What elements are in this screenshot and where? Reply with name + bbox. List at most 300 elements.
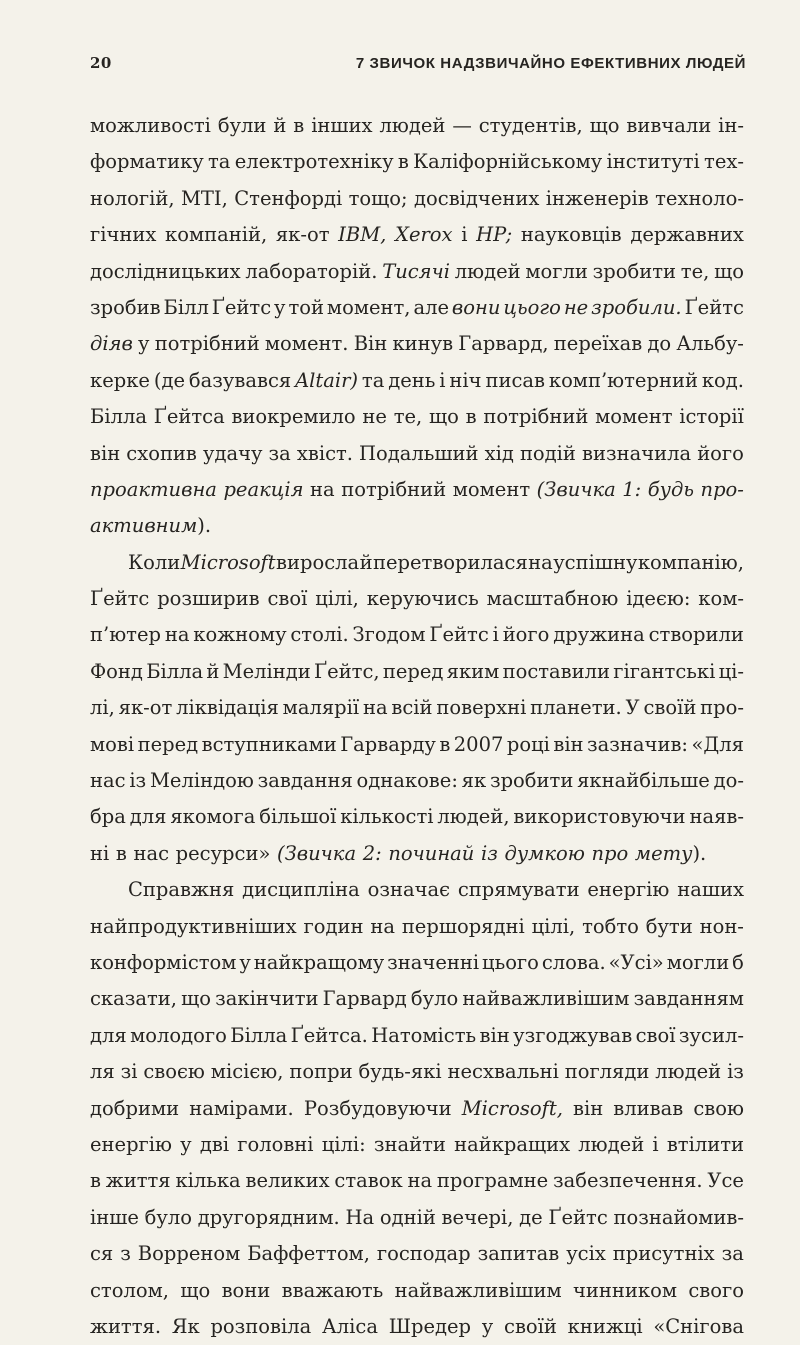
word: HP; <box>476 223 513 247</box>
word: думкою <box>504 841 585 865</box>
page-number: 20 <box>90 54 112 72</box>
word: керуючись <box>366 587 479 611</box>
word: малярії <box>282 696 360 720</box>
word: що <box>181 987 211 1011</box>
word: однакове: <box>356 769 458 793</box>
word: в <box>115 841 127 865</box>
word: людей <box>379 114 446 137</box>
word: інше <box>90 1205 139 1229</box>
word: Він <box>353 332 388 356</box>
word: Ґейтс <box>548 1205 608 1229</box>
word: та <box>208 150 231 174</box>
word: Гарварду <box>340 732 436 756</box>
word: що <box>714 259 744 283</box>
word: поверхні <box>436 696 527 720</box>
word: були <box>217 114 267 137</box>
text-line <box>90 108 744 144</box>
word: керке <box>90 368 150 392</box>
word: усіх <box>566 1242 606 1266</box>
word: ком- <box>698 587 744 611</box>
word: найважливішим <box>394 1278 562 1302</box>
word: завданням <box>633 987 744 1011</box>
word: годин <box>303 914 364 938</box>
word: його <box>697 441 744 465</box>
word: цілі, <box>531 914 576 938</box>
word: ся <box>90 1242 114 1266</box>
word: найкращому <box>253 950 385 974</box>
word: реакція <box>223 477 304 501</box>
word: людей <box>578 1132 645 1156</box>
word: потрібний <box>154 332 260 356</box>
word: й <box>273 114 287 137</box>
word: лі, <box>90 696 115 720</box>
word: Ґейтса. <box>290 1023 368 1047</box>
word: На <box>345 1205 375 1229</box>
word: до <box>647 332 672 356</box>
word: наших <box>677 878 744 902</box>
word: тощо; <box>348 186 408 210</box>
word: техноло- <box>655 186 744 210</box>
word: лабораторій. <box>245 259 378 283</box>
word: своїй <box>643 696 697 720</box>
word: спрямувати <box>457 878 580 902</box>
word: і <box>652 1132 659 1156</box>
word: Ґейтс <box>211 295 272 319</box>
word: головні <box>237 1132 314 1156</box>
word: вони <box>451 295 501 319</box>
word: Альбу- <box>676 332 744 356</box>
word: що <box>589 114 620 137</box>
word: в <box>293 114 305 137</box>
word: Білла <box>230 1023 288 1047</box>
word: тех- <box>704 150 744 174</box>
word: Стенфорді <box>234 186 343 210</box>
word: потрібний <box>483 405 589 429</box>
word: і <box>461 223 468 247</box>
word: починай <box>388 841 475 865</box>
word: та <box>361 368 385 392</box>
word: і <box>492 623 499 647</box>
word: сказати, <box>90 987 177 1011</box>
word: тобто <box>582 914 639 938</box>
word: він <box>553 732 584 756</box>
word: у <box>274 295 286 319</box>
word: запитав <box>477 1242 560 1266</box>
word: ін- <box>718 114 744 137</box>
word: він <box>572 1096 604 1120</box>
word: столі. <box>290 623 349 647</box>
word: ля <box>90 1060 115 1084</box>
word: Білла <box>90 405 147 429</box>
word: Справжня <box>128 878 235 902</box>
text-line <box>90 763 744 799</box>
word: схопив <box>126 441 197 465</box>
word: мові <box>90 732 135 756</box>
word: удачу <box>202 441 263 465</box>
word: у <box>481 1314 494 1338</box>
word: свої <box>635 1023 676 1047</box>
word: й <box>359 550 373 574</box>
word: Ворреном <box>137 1242 241 1266</box>
text-line <box>90 981 744 1017</box>
word: 2: <box>362 841 382 865</box>
word: розповіла <box>210 1314 312 1338</box>
text-line <box>90 545 744 581</box>
word: дисципліна <box>242 878 360 902</box>
word: момент <box>452 477 531 501</box>
word: нон- <box>699 914 744 938</box>
word: людей <box>454 259 521 283</box>
word: означає <box>367 878 451 902</box>
text-line <box>90 945 744 981</box>
word: у <box>180 1132 192 1156</box>
word: зусил- <box>678 1023 744 1047</box>
word: найважливішим <box>462 987 630 1011</box>
word: для <box>129 805 167 829</box>
word: будь-які <box>358 1060 442 1084</box>
word: мету <box>634 841 693 865</box>
word: ні <box>90 841 110 865</box>
word: було <box>144 1205 192 1229</box>
word: (Звичка <box>536 477 616 501</box>
word: до- <box>713 769 744 793</box>
word: познайомив- <box>613 1205 744 1229</box>
word: могли <box>666 950 730 974</box>
word: діяв <box>90 332 133 356</box>
text-line <box>90 363 744 399</box>
word: компанію, <box>637 550 744 574</box>
word: використовуючи <box>513 805 686 829</box>
word: на <box>164 623 190 647</box>
word: Згодом <box>352 623 426 647</box>
text-line <box>90 1236 744 1272</box>
word: життя <box>105 1169 171 1193</box>
word: форматику <box>90 150 204 174</box>
word: гігантські <box>613 659 716 683</box>
word: несхвальні <box>447 1060 559 1084</box>
word: як-от <box>118 696 173 720</box>
word: 2007 <box>453 732 504 756</box>
text-line <box>90 1054 744 1090</box>
word: студентів, <box>478 114 583 137</box>
word: Microsoft <box>180 550 276 574</box>
word: місією, <box>210 1060 284 1084</box>
text-line <box>90 144 744 180</box>
word: першорядні <box>401 914 525 938</box>
word: великих <box>245 1169 330 1193</box>
word: не <box>362 405 387 429</box>
word: електротехніку <box>234 150 394 174</box>
word: і <box>439 368 446 392</box>
word: кількості <box>340 805 434 829</box>
word: MTI, <box>180 186 228 210</box>
word: більшої <box>259 805 337 829</box>
word: можливості <box>90 114 211 137</box>
word: із <box>129 769 147 793</box>
word: «Снігова <box>653 1314 744 1338</box>
word: масштабною <box>486 587 619 611</box>
word: із <box>480 841 498 865</box>
word: (де <box>153 368 185 392</box>
word: на <box>310 477 335 501</box>
word: було <box>410 987 459 1011</box>
word: дві <box>199 1132 230 1156</box>
word: людей <box>655 1060 722 1084</box>
word: бра <box>90 805 126 829</box>
word: Білла <box>146 659 204 683</box>
word: закінчити <box>215 987 319 1011</box>
word: як-от <box>275 223 330 247</box>
word: погляди <box>564 1060 650 1084</box>
word: код. <box>701 368 744 392</box>
word: всій <box>391 696 433 720</box>
word: «Для <box>691 732 744 756</box>
text-line <box>90 799 744 835</box>
word: наяв- <box>689 805 744 829</box>
word: Xerox <box>395 223 453 247</box>
word: Усе <box>707 1169 744 1193</box>
word: як <box>461 769 487 793</box>
word: кілька <box>175 1169 241 1193</box>
word: своїй <box>504 1314 557 1338</box>
text-line <box>90 508 744 544</box>
body-text <box>90 108 744 1345</box>
text-line <box>90 217 744 253</box>
word: Ґейтс <box>684 295 744 319</box>
word: той <box>288 295 324 319</box>
word: але <box>413 295 449 319</box>
word: у <box>138 332 150 356</box>
text-line <box>90 399 744 435</box>
word: для <box>90 1023 127 1047</box>
word: день <box>388 368 436 392</box>
word: людей, <box>437 805 510 829</box>
word: хід <box>484 441 514 465</box>
word: за <box>268 441 291 465</box>
page-header <box>90 50 746 76</box>
word: Коли <box>128 550 181 574</box>
word: дружина <box>553 623 645 647</box>
word: про- <box>700 696 744 720</box>
word: виокремило <box>231 405 356 429</box>
word: на <box>407 1169 433 1193</box>
word: цілі: <box>321 1132 366 1156</box>
text-line <box>90 1163 744 1199</box>
word: Каліфорнійському <box>413 150 603 174</box>
text-line <box>90 1091 744 1127</box>
word: 1: <box>622 477 642 501</box>
word: виросла <box>276 550 360 574</box>
word: цього <box>503 295 561 319</box>
text-line <box>90 727 744 763</box>
word: комп’ютерний <box>548 368 698 392</box>
word: присутніх <box>612 1242 715 1266</box>
text-line <box>90 690 744 726</box>
word: ніч <box>449 368 482 392</box>
text-line <box>90 1018 744 1054</box>
word: Натомість <box>371 1023 477 1047</box>
word: своєю <box>143 1060 205 1084</box>
text-line <box>90 181 744 217</box>
word: визначила <box>581 441 692 465</box>
word: молодого <box>130 1023 227 1047</box>
word: могли <box>525 259 588 283</box>
word: «Усі» <box>608 950 664 974</box>
word: за <box>721 1242 744 1266</box>
text-line <box>90 581 744 617</box>
word: цього <box>482 950 539 974</box>
word: Розбудовуючи <box>303 1096 452 1120</box>
word: кинув <box>392 332 454 356</box>
word: планети. <box>530 696 622 720</box>
word: вступниками <box>201 732 337 756</box>
word: перетворилася <box>372 550 528 574</box>
word: він <box>479 1023 510 1047</box>
word: успішну <box>553 550 638 574</box>
word: зі <box>120 1060 138 1084</box>
word: господар <box>376 1242 471 1266</box>
word: ці- <box>718 659 744 683</box>
word: вивчали <box>626 114 712 137</box>
word: інженерів <box>545 186 649 210</box>
text-line <box>90 1273 744 1309</box>
word: другорядним. <box>197 1205 340 1229</box>
word: хвіст. <box>296 441 353 465</box>
word: Ґейтс <box>429 623 489 647</box>
running-title: 7 ЗВИЧОК НАДЗВИЧАЙНО ЕФЕКТИВНИХ ЛЮДЕЙ <box>355 54 746 72</box>
word: інших <box>311 114 373 137</box>
word: ідеєю: <box>626 587 691 611</box>
word: Баффеттом, <box>247 1242 370 1266</box>
word: він <box>90 441 121 465</box>
word: кожному <box>193 623 287 647</box>
word: Гарвард, <box>458 332 549 356</box>
text-line <box>90 617 744 653</box>
word: ставок <box>334 1169 403 1193</box>
word: Altair) <box>295 368 359 392</box>
word: якомога <box>170 805 256 829</box>
word: добрими <box>90 1096 180 1120</box>
word: слова. <box>541 950 606 974</box>
word: програмне <box>436 1169 549 1193</box>
word: будь <box>647 477 694 501</box>
word: Білл <box>163 295 209 319</box>
word: вважають <box>281 1278 384 1302</box>
word: б <box>732 950 744 974</box>
word: у <box>239 950 251 974</box>
word: зробити <box>592 259 677 283</box>
word: Фонд <box>90 659 143 683</box>
text-line <box>90 1127 744 1163</box>
word: вечері, <box>441 1205 514 1229</box>
word: базувався <box>188 368 292 392</box>
word: свою <box>693 1096 744 1120</box>
word: Меліндою <box>149 769 254 793</box>
text-line <box>90 909 744 945</box>
word: не <box>563 295 589 319</box>
word: столом, <box>90 1278 169 1302</box>
word: ліквідація <box>176 696 279 720</box>
word: створили <box>648 623 744 647</box>
word: енергію <box>587 878 670 902</box>
text-line <box>90 1309 744 1345</box>
word: гічних <box>90 223 157 247</box>
word: активним <box>90 514 198 538</box>
word: на <box>528 550 553 574</box>
word: одній <box>379 1205 436 1229</box>
word: із <box>727 1060 744 1084</box>
word: компаній, <box>165 223 268 247</box>
word: писав <box>485 368 545 392</box>
word: розширив <box>157 587 260 611</box>
word: Аліса <box>322 1314 378 1338</box>
word: дослідницьких <box>90 259 241 283</box>
text-line <box>90 654 744 690</box>
text-line <box>90 836 744 872</box>
word: Як <box>171 1314 200 1338</box>
word: свого <box>688 1278 744 1302</box>
word: подій <box>519 441 576 465</box>
word: про <box>591 841 629 865</box>
word: на <box>362 696 388 720</box>
word: зробив <box>90 295 161 319</box>
word: вливав <box>613 1096 684 1120</box>
word: в <box>439 732 451 756</box>
word: історії <box>679 405 744 429</box>
word: п’ютер <box>90 623 161 647</box>
word: бути <box>645 914 693 938</box>
text-line <box>90 326 744 362</box>
word: Гарвард <box>322 987 407 1011</box>
word: перед <box>137 732 199 756</box>
word: переїхав <box>553 332 643 356</box>
word: значенні <box>387 950 480 974</box>
word: завдання <box>257 769 353 793</box>
word: найкращих <box>454 1132 571 1156</box>
word: нас <box>133 841 170 865</box>
word: У <box>625 696 640 720</box>
word: ресурси» <box>175 841 271 865</box>
text-line <box>90 872 744 908</box>
word: Тисячі <box>382 259 450 283</box>
word: яким <box>446 659 500 683</box>
word: в <box>90 1169 101 1193</box>
word: зробили. <box>591 295 682 319</box>
word: Мелінди <box>222 659 311 683</box>
word: Ґейтс, <box>314 659 380 683</box>
word: енергію <box>90 1132 172 1156</box>
word: зазначив: <box>587 732 688 756</box>
word: Ґейтса <box>153 405 225 429</box>
word: зробити <box>489 769 574 793</box>
word: державних <box>630 223 744 247</box>
word: інституті <box>606 150 700 174</box>
word: те, <box>393 405 423 429</box>
word: (Звичка <box>277 841 357 865</box>
word: поставили <box>502 659 611 683</box>
word: момент <box>595 405 673 429</box>
word: забезпечення. <box>552 1169 703 1193</box>
word: нологій, <box>90 186 175 210</box>
word: узгоджував <box>513 1023 633 1047</box>
word: науковців <box>520 223 622 247</box>
word: про- <box>700 477 744 501</box>
word: чинником <box>573 1278 677 1302</box>
word: перед <box>382 659 444 683</box>
word: його <box>502 623 550 647</box>
word: на <box>370 914 395 938</box>
word: момент. <box>264 332 349 356</box>
